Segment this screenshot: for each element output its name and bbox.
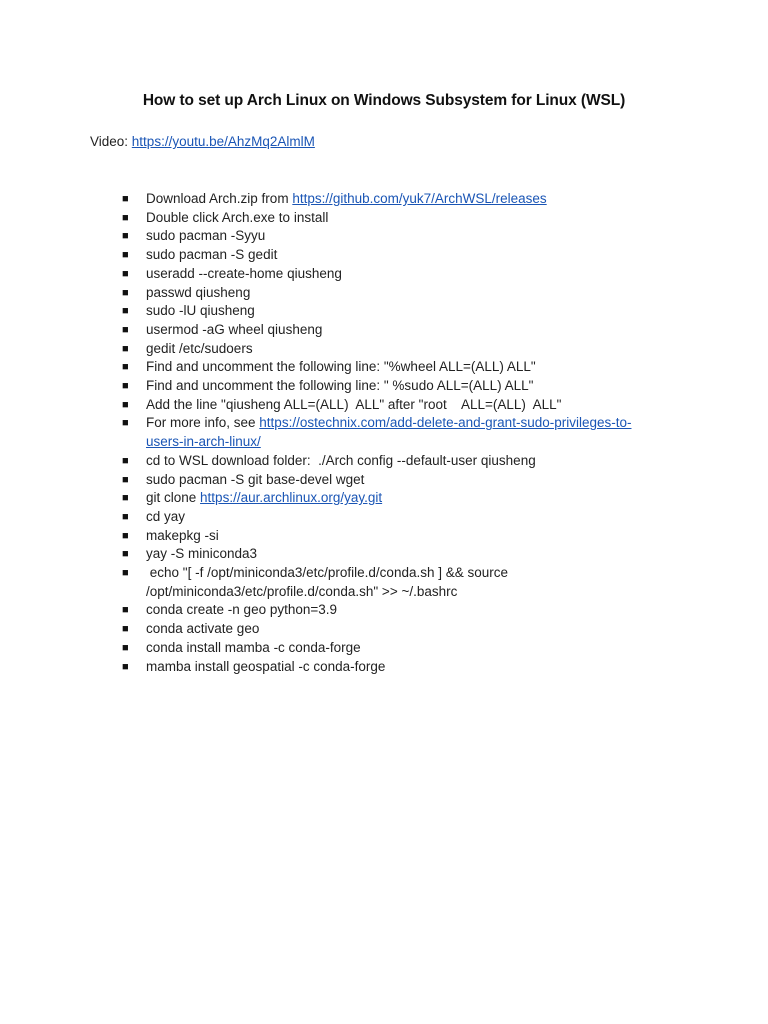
list-item <box>122 209 662 228</box>
step-text: Find and uncomment the following line: " %sudo ALL=(ALL) ALL" <box>146 378 534 394</box>
step-text: yay -S miniconda3 <box>146 546 258 562</box>
list-item <box>122 545 662 564</box>
bullet-icon: ■ <box>122 249 129 262</box>
bullet-icon: ■ <box>122 361 129 374</box>
bullet-icon: ■ <box>122 211 129 224</box>
step-text: usermod -aG wheel qiusheng <box>146 321 323 337</box>
step-text: Download Arch.zip from <box>146 191 293 206</box>
list-item <box>122 265 662 284</box>
step-text: conda install mamba -c conda-forge <box>146 639 361 655</box>
video-label: Video: <box>90 134 132 149</box>
list-item <box>122 639 662 658</box>
step-text: git clone <box>146 490 201 506</box>
step-text: useradd --create-home qiusheng <box>146 265 342 281</box>
step-text: passwd qiusheng <box>146 284 251 300</box>
bullet-icon: ■ <box>122 604 129 617</box>
list-item <box>122 358 662 377</box>
list-item <box>122 601 662 620</box>
step-text: gedit /etc/sudoers <box>146 340 253 356</box>
bullet-icon: ■ <box>122 417 129 430</box>
step-text: echo "[ -f /opt/miniconda3/etc/profile.d/conda.sh ] && source /opt/miniconda3/etc/profile.d/conda.sh" >> ~/.bashrc <box>146 565 512 599</box>
bullet-icon: ■ <box>122 342 129 355</box>
list-item <box>122 564 662 601</box>
step-text: makepkg -si <box>146 527 219 543</box>
list-item <box>122 489 662 508</box>
list-item <box>122 471 662 490</box>
step-text: Add the line "qiusheng ALL=(ALL) ALL" after "root ALL=(ALL) ALL" <box>146 396 562 412</box>
step-text: cd to WSL download folder: ./Arch config --default-user qiusheng <box>146 452 536 468</box>
step-text: conda activate geo <box>146 621 260 637</box>
list-item <box>122 246 662 265</box>
list-item <box>122 414 662 451</box>
bullet-icon: ■ <box>122 567 129 580</box>
list-item <box>122 508 662 527</box>
list-item <box>122 227 662 246</box>
list-item <box>122 396 662 415</box>
step-text: cd yay <box>146 508 186 524</box>
step-link[interactable]: https://aur.archlinux.org/yay.git <box>200 490 383 506</box>
list-item <box>122 340 662 359</box>
bullet-icon: ■ <box>122 548 129 561</box>
document-title: How to set up Arch Linux on Windows Subsystem for Linux (WSL) <box>142 92 626 109</box>
bullet-icon: ■ <box>122 305 129 318</box>
steps-list <box>122 190 662 676</box>
bullet-icon: ■ <box>122 398 129 411</box>
bullet-icon: ■ <box>122 323 129 336</box>
bullet-icon: ■ <box>122 660 129 673</box>
list-item <box>122 284 662 303</box>
step-text: mamba install geospatial -c conda-forge <box>146 658 386 674</box>
step-text: sudo pacman -S git base-devel wget <box>146 471 365 487</box>
step-text: sudo pacman -S gedit <box>146 247 278 263</box>
list-item <box>122 658 662 677</box>
video-link[interactable]: https://youtu.be/AhzMq2AlmlM <box>131 134 315 149</box>
list-item <box>122 302 662 321</box>
list-item <box>122 321 662 340</box>
step-link[interactable]: https://ostechnix.com/add-delete-and-grant-sudo-privileges-to-users-in-arch-linux/ <box>146 415 632 450</box>
bullet-icon: ■ <box>122 529 129 542</box>
step-text: Double click Arch.exe to install <box>146 209 329 225</box>
bullet-icon: ■ <box>122 641 129 654</box>
bullet-icon: ■ <box>122 230 129 243</box>
bullet-icon: ■ <box>122 510 129 523</box>
list-item <box>122 377 662 396</box>
list-item <box>122 190 662 209</box>
list-item <box>122 620 662 639</box>
bullet-icon: ■ <box>122 380 129 393</box>
step-text: For more info, see <box>146 415 260 431</box>
bullet-icon: ■ <box>122 267 129 280</box>
list-item <box>122 527 662 546</box>
bullet-icon: ■ <box>122 454 129 467</box>
list-item <box>122 452 662 471</box>
bullet-icon: ■ <box>122 492 129 505</box>
bullet-icon: ■ <box>122 286 129 299</box>
step-text: conda create -n geo python=3.9 <box>146 602 338 618</box>
bullet-icon: ■ <box>122 473 129 486</box>
video-line <box>90 134 315 149</box>
step-text: sudo -lU qiusheng <box>146 303 255 319</box>
step-text: sudo pacman -Syyu <box>146 228 266 244</box>
step-text: Find and uncomment the following line: "%wheel ALL=(ALL) ALL" <box>146 359 536 375</box>
bullet-icon: ■ <box>122 623 129 636</box>
step-link[interactable]: https://github.com/yuk7/ArchWSL/releases <box>292 191 547 206</box>
bullet-icon: ■ <box>122 193 129 205</box>
